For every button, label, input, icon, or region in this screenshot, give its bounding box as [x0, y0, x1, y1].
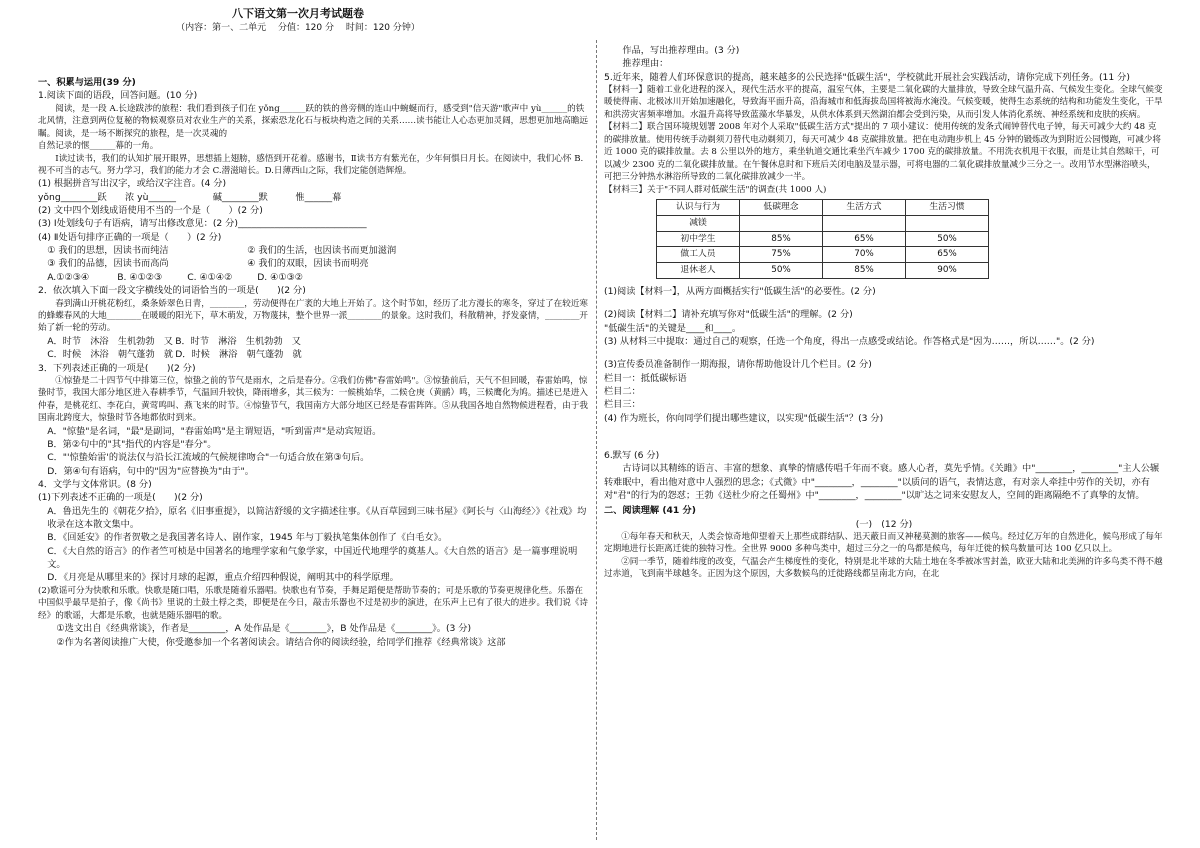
question-1: 1.阅读下面的语段，回答问题。(10 分)	[38, 90, 198, 102]
table-header-row	[657, 200, 989, 216]
table-cell: 退休老人	[657, 263, 740, 279]
table-cell: 90%	[906, 263, 989, 279]
table-cell: 减镁	[657, 215, 740, 231]
choice-d[interactable]: D．第④句有语病，句中的"因为"应替换为"由于"。	[47, 465, 254, 477]
answer-prompt: 推荐理由：	[622, 58, 669, 70]
option: ③ 我们的品德，因读书而高尚	[47, 258, 169, 270]
table-header-cell: 认识与行为	[657, 200, 740, 216]
choice-a[interactable]: A．时节 沐浴 生机勃勃 又	[47, 335, 173, 347]
question-5: 5.近年来，随着人们环保意识的提高，越来越多的公民选择"低碳生活"，学校就此开展社会实践活动，请你完成下列任务。(11 分)	[604, 71, 1130, 83]
answer-choices	[38, 335, 590, 348]
subquestion: (3) 从材料三中提取：通过自己的观察，任选一个角度，得出一点感受或结论。作答格式是"因为……，所以……"。(2 分)	[604, 335, 1095, 347]
answer-space[interactable]	[604, 348, 1164, 358]
question-continuation: 作品，写出推荐理由。(3 分)	[622, 45, 740, 56]
option: ① 我们的思想，因读书而纯洁	[47, 245, 169, 257]
choice-b[interactable]: B．《回延安》的作者贺敬之是我国著名诗人、剧作家，1945 年与丁毅执笔集体创作了《白毛女》。	[47, 532, 448, 544]
subquestion: (2) 文中四个划线成语使用不当的一个是（ ）(2 分)	[38, 205, 263, 217]
passage-paragraph: 自然记录的惬______幕的一角。	[38, 141, 159, 152]
section-heading: 二、阅读理解 (41 分)	[604, 505, 696, 517]
subquestion: (1)阅读【材料一】，从两方面概括实行"低碳生活"的必要性。(2 分)	[604, 285, 876, 297]
table-cell: 做工人员	[657, 247, 740, 263]
table-row	[657, 263, 989, 279]
choice-c[interactable]: C．《大自然的语言》的作者竺可桢是中国著名的地理学家和气象学家，中国近代地理学的奠基人。《大自然的语言》是一篇事理说明文。	[47, 545, 578, 571]
subquestion: (1) 根据拼音写出汉字，或给汉字注音。(4 分)	[38, 178, 227, 190]
table-cell: 50%	[906, 231, 989, 247]
page-title: 八下语文第一次月考试题卷	[232, 7, 364, 20]
option-row	[38, 257, 590, 270]
table-cell: 85%	[823, 263, 906, 279]
question-6: 6.默写 (6 分)	[604, 449, 660, 461]
passage-paragraph: (2)歌谣可分为快歌和乐歌。快歌是随口唱，乐歌是随着乐器唱。快歌也有节奏，手舞足蹈便是帮助节奏的；可是乐歌的节奏更规律化些。乐器在中国似乎最早是拍子，像《尚书》里说的土鼓土桴之类，即便是在今日，敲击乐器也不过是初步的演进，在乐声上已有了很大的进步。我们说《诗经》的歌谣，大都是乐歌，也就是随乐器唱的歌。	[38, 585, 589, 621]
reading-title: (一) (12 分)	[855, 518, 913, 530]
subquestion: ②作为名著阅读推广大使，你受邀参加一个名著阅读会。请结合你的阅读经验，给同学们推荐《经典常谈》这部	[56, 636, 506, 648]
column-divider	[596, 40, 597, 840]
subquestion: (1)下列表述不正确的一项是( )(2 分)	[38, 492, 203, 504]
choice-a[interactable]: A．"惊蛰"是名词，"最"是副词，"春雷始鸣"是主谓短语，"听到雷声"是动宾短语。	[47, 425, 382, 437]
subquestion: (4) 作为班长，你向同学们提出哪些建议，以实现"低碳生活"？(3 分)	[604, 412, 884, 424]
subquestion: (3) Ⅰ处划线句子有语病，请写出修改意见：(2 分)____________________________	[38, 218, 367, 230]
passage-paragraph: ②同一季节，随着纬度的改变，气温会产生梯度性的变化，特别是北半球的大陆土地在冬季被冰雪封盖，欧亚大陆和北美洲的许多鸟类不得不越过赤道，飞到南半球越冬。正因为这个原因，大多数候鸟的迁徙路线都呈南北方向，在北	[604, 556, 1163, 580]
subquestion: (4) Ⅱ处语句排序正确的一项是（ ）(2 分)	[38, 231, 222, 243]
choice-b[interactable]: B．时节 淋浴 生机勃勃 又	[175, 335, 301, 347]
answer-space[interactable]	[604, 425, 1164, 449]
column-item: 栏目二：	[604, 385, 641, 397]
subquestion-blanks: "低碳生活"的关键是____和____。	[604, 322, 742, 334]
choice-d[interactable]: D．《月亮是从哪里来的》探讨月球的起源，重点介绍四种假说，阐明其中的科学原理。	[47, 572, 399, 584]
table-cell: 70%	[823, 247, 906, 263]
subquestion: (3)宣传委员准备制作一期海报，请你帮助他设计几个栏目。(2 分)	[604, 359, 872, 371]
table-cell: 85%	[740, 231, 823, 247]
option: ④ 我们的双眼，因读书而明亮	[247, 258, 369, 270]
passage-paragraph: 阅读，是一段 A.长途跋涉的旅程：我们看到孩子们在 yǒng______跃的铁的兽旁侧的连山中蜿蜒而行，感受到"信天游"歌声中 yù______的铁北风情，注意到两位复秘的物候观察员对农业生产的关系，探索恐龙化石与板块构造之间的关系……读书能让人心态更加灵阔，思想更加地高瞻远瞩。阅读，是一场不断探究的旅程，是一次灵魂的	[38, 103, 589, 139]
option: ② 我们的生活，也因读书而更加滋润	[247, 245, 397, 257]
table-row	[657, 247, 989, 263]
column-item: 栏目一：抵低碳标语	[604, 372, 687, 384]
choice-a[interactable]: A．鲁迅先生的《朝花夕拾》，原名《旧事重提》，以简洁舒缓的文字描述往事。《从百草园到三味书屋》《阿长与〈山海经〉》《社戏》均收录在这本散文集中。	[47, 505, 587, 531]
table-cell: 初中学生	[657, 231, 740, 247]
section-heading: 一、积累与运用(39 分)	[38, 77, 136, 88]
passage-paragraph: 古诗词以其精练的语言、丰富的想象、真挚的情感传唱千年而不衰。感人心者，莫先乎情。《关雎》中"________，________"主人公辗转难眠中，看出他对意中人强烈的思念；《式微》中"________，________"以质问的语气，表情达意，有对亲人牵挂中劳作的关切，亦有对"君"的行为的怨怼；王勃《送杜少府之任蜀州》中"________，________"以旷达之词来安慰友人，空间的距离隔绝不了真挚的友情。	[604, 463, 1160, 501]
question-4: 4．文学与文体常识。(8 分)	[38, 479, 152, 491]
column-item: 栏目三：	[604, 399, 641, 411]
table-header-cell: 低碳理念	[740, 200, 823, 216]
material-3-heading: 【材料三】关于"不同人群对低碳生活"的调查(共 1000 人)	[604, 184, 827, 195]
choice-c[interactable]: C．"'惊蛰始雷'的说法仅与沿长江流域的气候规律吻合"一句适合放在第③句后。	[47, 452, 370, 464]
passage-paragraph: Ⅰ读过读书，我们的认知扩展开眼界，思想插上翅膀，感悟到开花着。感谢书，Ⅱ读书方有紫光在，少年何惧日月长。在阅读中，我们心怀 B.视不可当的志气。努力学习，我们的能力才会 C.潜滋暗长。D.日薄西山之际，我们定能创造辉煌。	[38, 153, 584, 176]
subquestion: (2)阅读【材料二】请补充填写你对"低碳生活"的理解。(2 分)	[604, 309, 853, 321]
answer-choices	[38, 348, 590, 361]
table-row	[657, 231, 989, 247]
choice-d[interactable]: D．时候 淋浴 朝气蓬勃 就	[175, 349, 302, 361]
question-2: 2．依次填入下面一段文字横线处的词语恰当的一项是( )(2 分)	[38, 285, 306, 297]
passage-paragraph: ①惊蛰是二十四节气中排第三位，惊蛰之前的节气是雨水，之后是春分。②我们仿佛"春雷始鸣"。③惊蛰前后，天气不但回暖，春雷始鸣，惊蛰时节，我国大部分地区进入春耕季节，气温回升较快，降雨增多，其三候为：一候桃始华，二候仓庚（黄鹂）鸣，三候鹰化为鸠。描述已是进入仲春，是桃花红、李花白，黄莺鸣叫、燕飞来的时节。④惊蛰节气，我国南方大部分地区已经是春雷阵阵。⑤从我国各地自然物候进程看，由于我国南北跨度大，惊蛰时节各地都依时到来。	[38, 375, 589, 424]
choice-b[interactable]: B. ④①②③	[117, 271, 163, 283]
right-column	[604, 44, 1164, 581]
survey-table	[656, 199, 989, 279]
choice-d[interactable]: D. ④①③②	[257, 271, 304, 283]
table-cell: 65%	[823, 231, 906, 247]
table-cell: 75%	[740, 247, 823, 263]
choice-a[interactable]: A.①②③④	[47, 271, 90, 283]
passage-paragraph: 春到满山开桃花粉红，桑条娇翠色日青，________，劳动便得在广袤的大地上开始了。这个时节如，经历了北方漫长的寒冬，穿过了在较近寒的蜂蝶春风的大地________在暖暖的阳光下，草木萌发，万物蔑抹，整个世界一派________的景象。这时我们，科散精神，抒发豪情，________开始了新一轮的劳动。	[38, 298, 589, 334]
option-row	[38, 244, 590, 257]
question-3: 3．下列表述正确的一项是( )(2 分)	[38, 362, 196, 374]
table-cell: 65%	[906, 247, 989, 263]
table-cell	[823, 215, 906, 231]
material-1: 【材料一】随着工业化进程的深入，现代生活水平的提高，温室气体，主要是二氧化碳的大量排放，导致全球气温升高、气候发生变化。全球气候变暖使得南、北极冰川开始加速融化，导致海平面升高，沿海城市和低海拔岛国将被海水淹没。气候变暖，使得生态系统的结构和功能发生变化，干旱和洪涝灾害频率增加。水温升高将导致蓝藻水华暴发，从供水体系到天然湖泊都会受到污染，从而引发人体消化系统、神经系统和皮肤的疾病。	[604, 85, 1163, 120]
left-column	[38, 74, 590, 649]
answer-space[interactable]	[604, 298, 1164, 308]
subquestion: ①选文出自《经典常谈》，作者是________，A 处作品是《________》，B 处作品是《________》。(3 分)	[56, 623, 472, 635]
table-cell	[740, 215, 823, 231]
choice-c[interactable]: C. ④①④②	[187, 271, 233, 283]
material-2: 【材料二】联合国环境规划署 2008 年对个人采取"低碳生活方式"提出的 7 项小建议：使用传统的发条式闹钟替代电子钟，每天可减少大约 48 克的碳排放量。使用传统手动剃须刀替代电动剃须刀，每天可减少 48 克碳排放量。把在电动跑步机上 45 分钟的锻炼改为到附近公园慢跑，可减少将近 1000 克的碳排放量。去 8 公里以外的地方，乘坐轨道交通比乘坐汽车减少 1700 克的碳排放量。不用洗衣机甩干衣服，而是让其自然晾干，可以减少 2300 克的二氧化碳排放量。在午餐休息时和下班后关闭电脑及显示器，可将电器的二氧化碳排放量减少三分之一。改用节水型淋浴喷头，可把三分钟热水淋浴所导致的二氧化碳排放减少一半。	[604, 122, 1162, 183]
passage-paragraph: ①每年春天和秋天，人类会惊奇地仰望着天上那些成群结队、迅天蔽日而又神秘莫测的旅客——候鸟。经过亿万年的自然进化，候鸟形成了每年定期地进行长距离迁徙的独特习性。全世界 9000 多种鸟类中，超过三分之一的鸟都是候鸟，每年迁徙的候鸟数量可达 100 亿只以上。	[604, 532, 1163, 555]
table-cell: 50%	[740, 263, 823, 279]
table-header-cell: 生活方式	[823, 200, 906, 216]
subquestion-blanks: yǒng________跃 浓 yù______ 碱________默 惟______幕	[38, 191, 342, 203]
choice-c[interactable]: C．时候 沐浴 朝气蓬勃 就	[47, 349, 174, 361]
table-cell	[906, 215, 989, 231]
table-row	[657, 215, 989, 231]
table-header-cell: 生活习惯	[906, 200, 989, 216]
page-subtitle: （内容：第一、二单元 分值：120 分 时间：120 分钟）	[176, 23, 420, 33]
choice-b[interactable]: B．第②句中的"其"指代的内容是"春分"。	[47, 439, 217, 451]
answer-choices	[38, 271, 590, 284]
